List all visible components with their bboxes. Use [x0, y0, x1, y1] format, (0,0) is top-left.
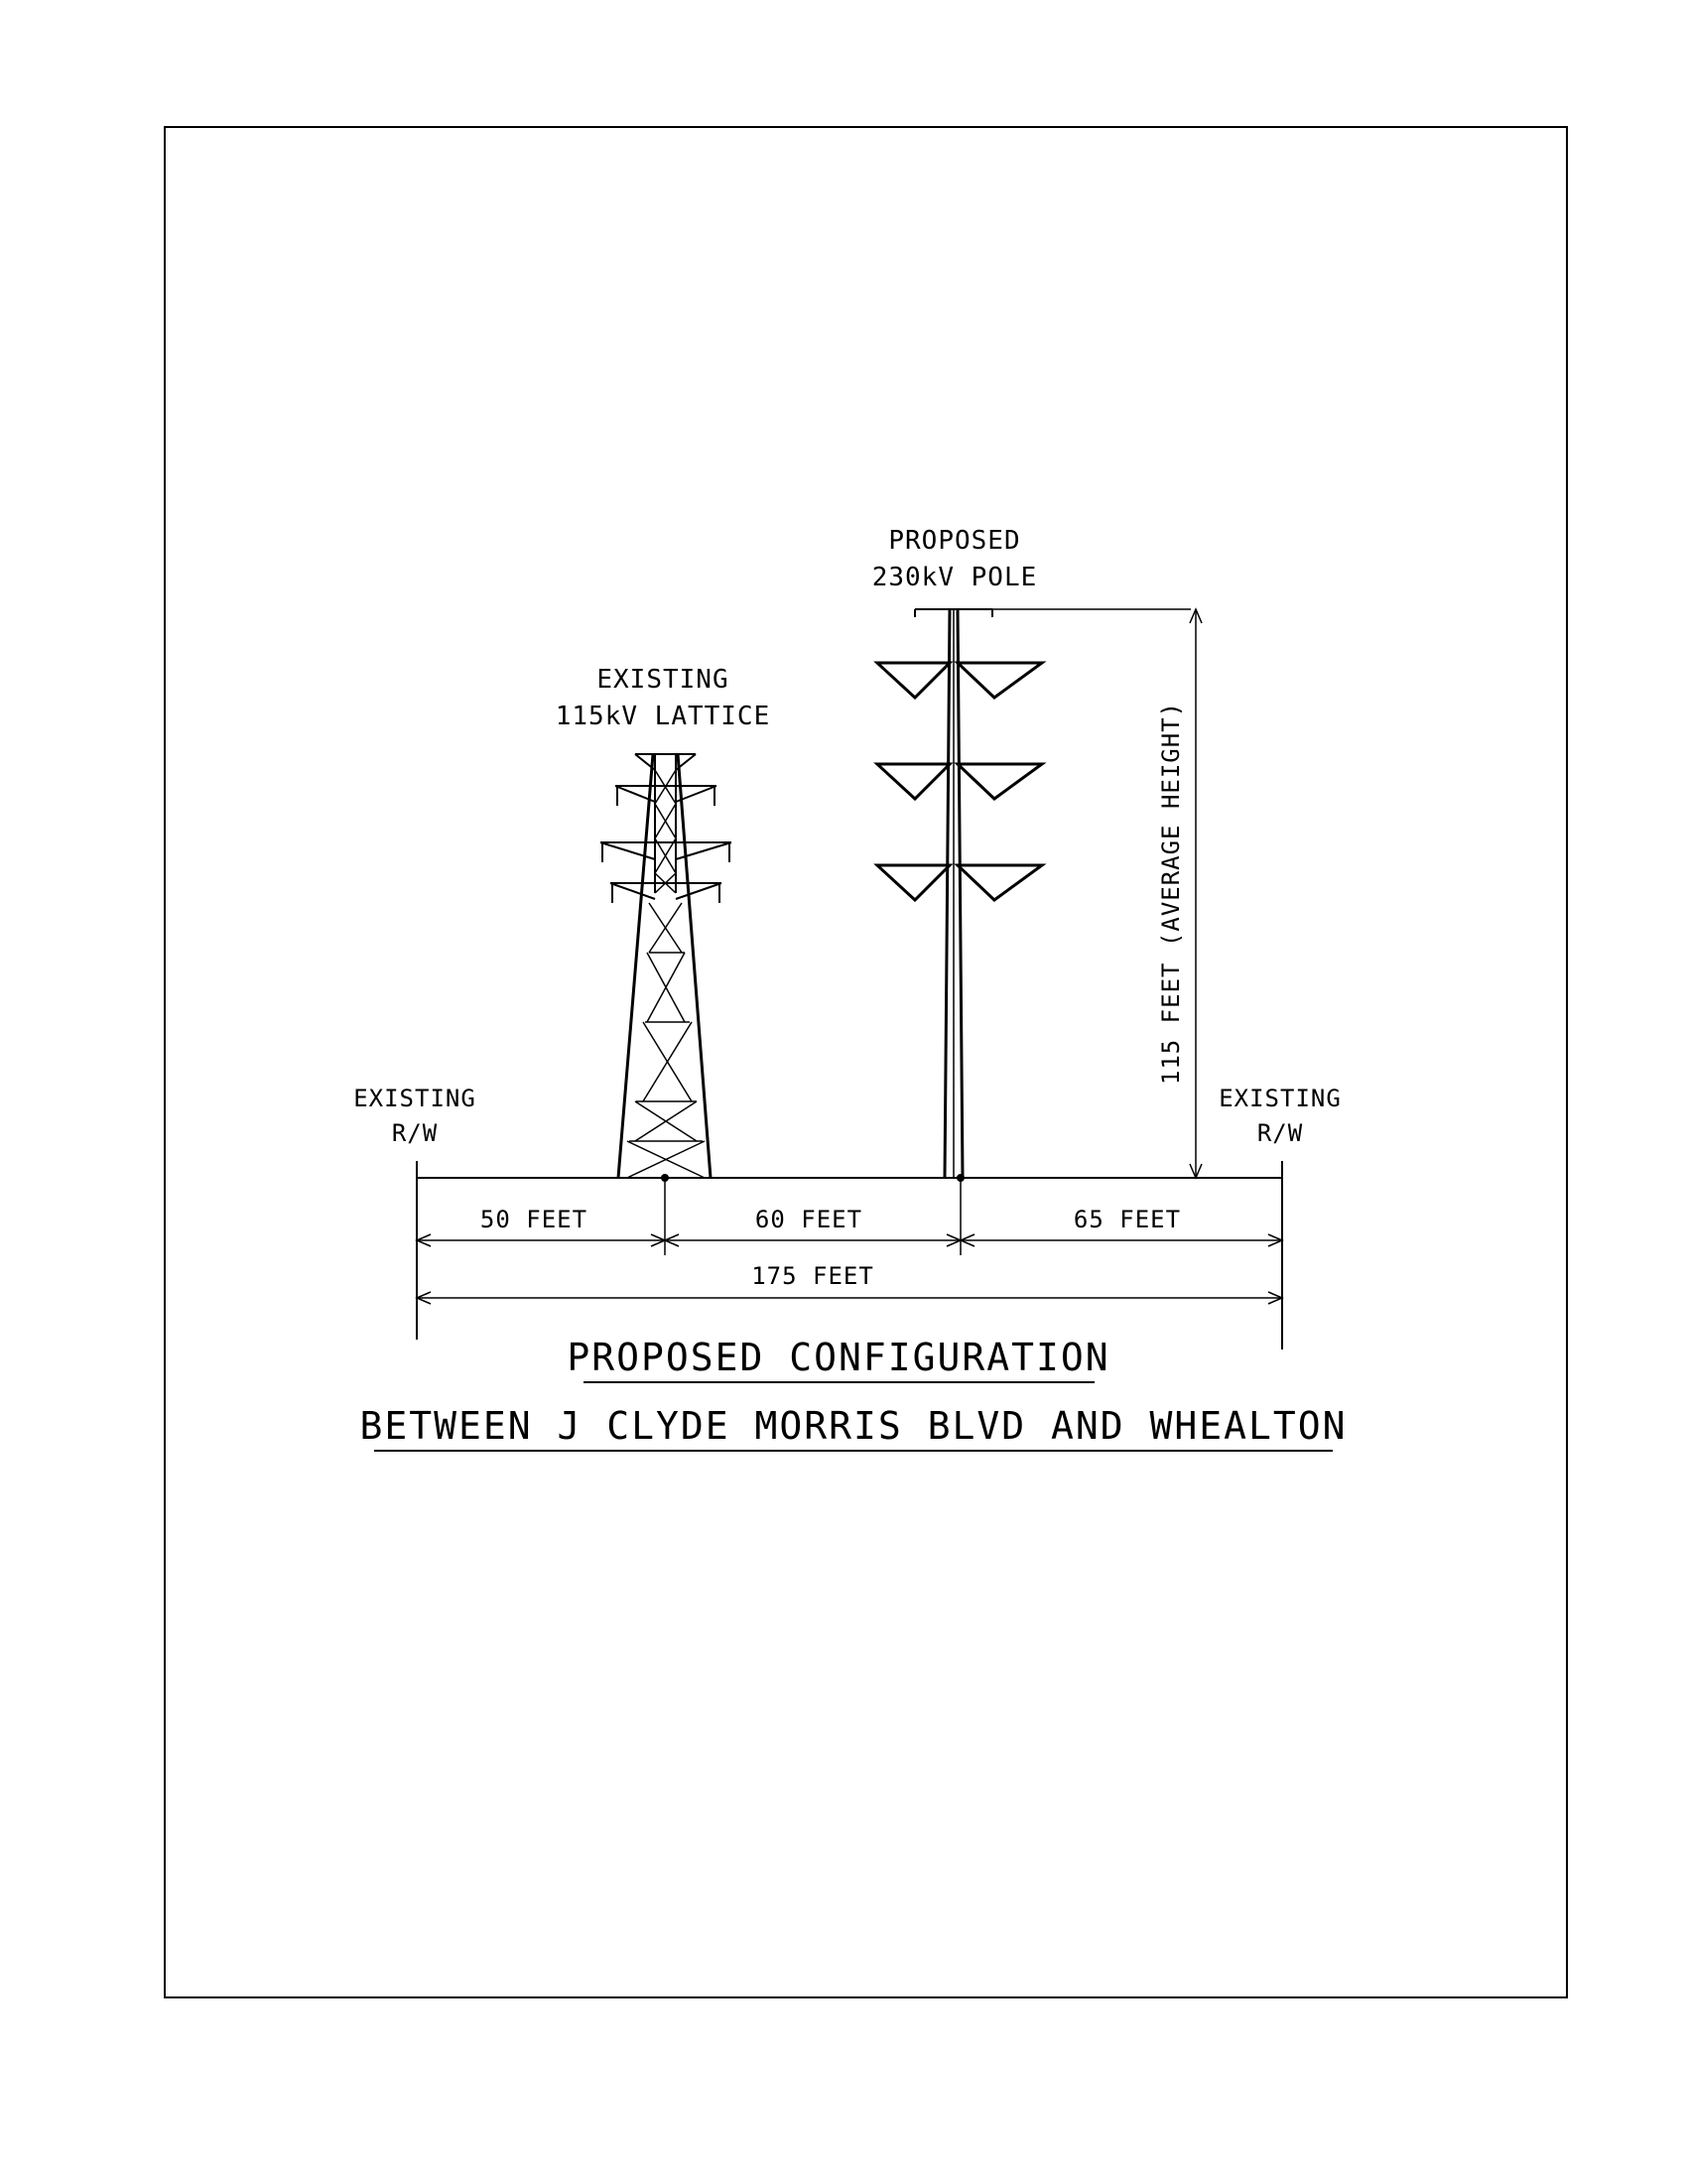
rw-right-label-line1: EXISTING — [1219, 1085, 1342, 1112]
height-label: 115 FEET (AVERAGE HEIGHT) — [1157, 701, 1185, 1086]
rw-left-label-line2: R/W — [391, 1119, 439, 1147]
lattice-tower — [600, 754, 731, 1178]
lattice-label-line1: EXISTING — [596, 665, 729, 695]
title-line2: BETWEEN J CLYDE MORRIS BLVD AND WHEALTON — [359, 1404, 1348, 1448]
dimension-65-feet: 65 FEET — [1073, 1206, 1182, 1233]
rw-left-label-line1: EXISTING — [353, 1085, 476, 1112]
dimension-175-feet: 175 FEET — [751, 1262, 874, 1290]
title-line1: PROPOSED CONFIGURATION — [567, 1336, 1110, 1379]
steel-pole — [877, 609, 1042, 1178]
ground-line — [417, 1161, 1282, 1349]
lattice-label-line2: 115kV LATTICE — [555, 702, 771, 731]
pole-label-line1: PROPOSED — [888, 526, 1021, 556]
dimension-60-feet: 60 FEET — [754, 1206, 863, 1233]
page-border — [165, 127, 1567, 1997]
pole-label-line2: 230kV POLE — [871, 563, 1038, 592]
rw-right-label-line2: R/W — [1256, 1119, 1304, 1147]
dimension-50-feet: 50 FEET — [479, 1206, 588, 1233]
